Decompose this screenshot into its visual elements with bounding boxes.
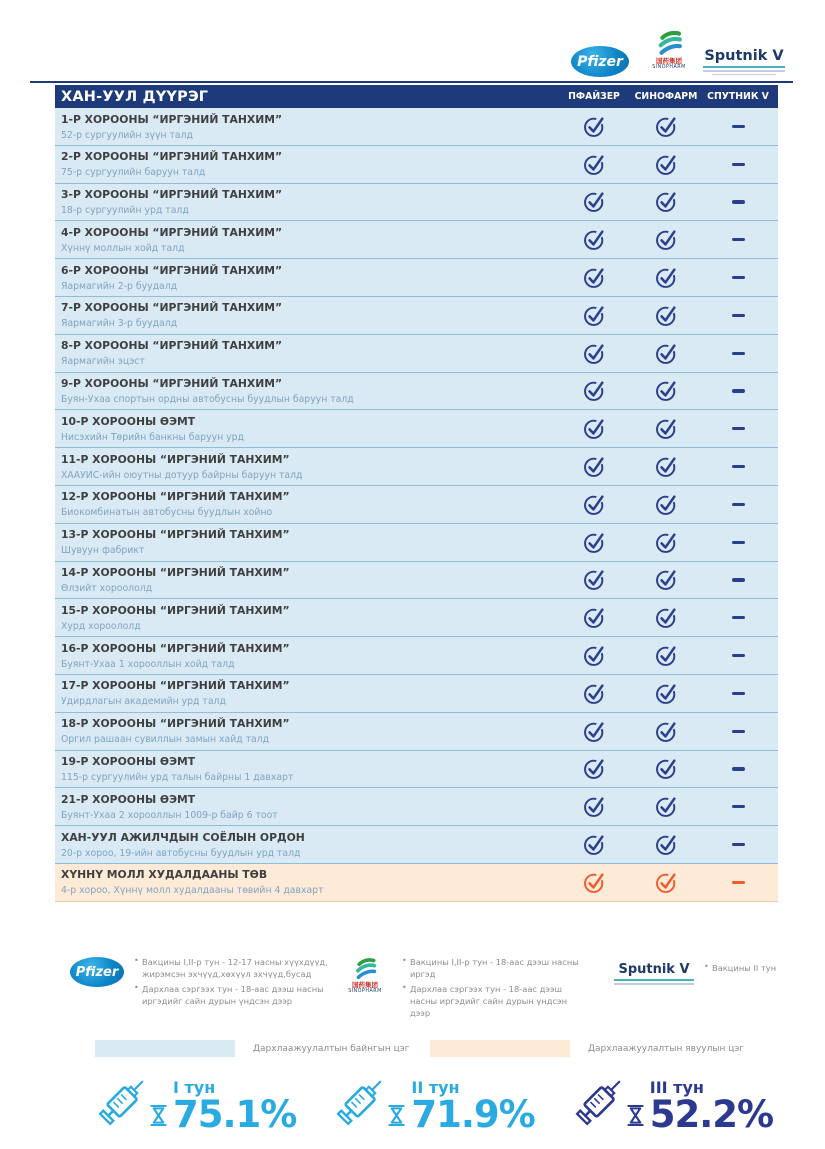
check-icon	[583, 493, 606, 516]
location-title: 9-Р ХОРООНЫ “ИРГЭНИЙ ТАНХИМ”	[61, 377, 283, 391]
check-icon	[583, 342, 606, 365]
location-subtitle: Яармагийн 3-р буудалд	[61, 318, 178, 330]
sputnik-cell	[702, 297, 774, 334]
syringe-icon	[569, 1068, 633, 1132]
check-icon	[655, 795, 678, 818]
sinopharm-cell	[630, 751, 702, 788]
location-title: 3-Р ХОРООНЫ “ИРГЭНИЙ ТАНХИМ”	[61, 188, 283, 202]
dash-icon	[732, 427, 745, 430]
table-row	[55, 221, 778, 259]
sputnik-cell	[702, 410, 774, 447]
sinopharm-cell	[630, 788, 702, 825]
location-title: 8-Р ХОРООНЫ “ИРГЭНИЙ ТАНХИМ”	[61, 339, 283, 353]
location-subtitle: Биокомбинатын автобусны буудлын хойно	[61, 507, 273, 519]
table-row	[55, 788, 778, 826]
pfizer-cell	[558, 713, 630, 750]
check-icon	[583, 531, 606, 554]
location-subtitle: Буянт-Ухаа 2 хорооллын 1009-р байр 6 тоот	[61, 809, 278, 821]
location	[55, 448, 558, 485]
check-icon	[655, 682, 678, 705]
location	[55, 184, 558, 221]
check-icon	[583, 153, 606, 176]
sinopharm-cell	[630, 335, 702, 372]
sputnik-tagline-line	[703, 70, 785, 72]
table-row	[55, 184, 778, 222]
sputnik-cell	[702, 108, 774, 145]
pfizer-cell	[558, 637, 630, 674]
table-row	[55, 486, 778, 524]
table-row	[55, 751, 778, 789]
table-row	[55, 373, 778, 411]
sputnik-logo	[703, 48, 785, 75]
table-row	[55, 335, 778, 373]
sputnik-cell	[702, 184, 774, 221]
check-icon	[583, 606, 606, 629]
location	[55, 562, 558, 599]
dash-icon	[732, 654, 745, 657]
table-row	[55, 637, 778, 675]
table-row	[55, 410, 778, 448]
pfizer-logo-footer	[70, 957, 124, 987]
check-icon	[655, 379, 678, 402]
footnote-item: • Вакцины II тун	[704, 962, 804, 974]
sinopharm-logo-cn: 国药集团	[656, 57, 682, 65]
location-title: 4-Р ХОРООНЫ “ИРГЭНИЙ ТАНХИМ”	[61, 225, 283, 239]
legend-swatch-permanent	[95, 1040, 235, 1057]
sinopharm-cell	[630, 448, 702, 485]
check-icon	[655, 568, 678, 591]
column-header-sputnik: СПУТНИК V	[707, 91, 769, 102]
sputnik-logo-footer	[614, 962, 694, 985]
check-icon	[655, 417, 678, 440]
sputnik-cell	[702, 221, 774, 258]
legend-label-mobile: Дархлаажуулалтын явуулын цэг	[588, 1044, 745, 1054]
table-row	[55, 259, 778, 297]
check-icon	[655, 342, 678, 365]
sinopharm-cell	[630, 562, 702, 599]
sinopharm-cell	[630, 713, 702, 750]
sinopharm-logo-cn: 国药集团	[352, 981, 378, 989]
pfizer-cell	[558, 486, 630, 523]
table-header	[55, 85, 778, 108]
pfizer-cell	[558, 524, 630, 561]
pfizer-cell	[558, 788, 630, 825]
sinopharm-cell	[630, 373, 702, 410]
check-icon	[655, 115, 678, 138]
dash-icon	[732, 163, 745, 166]
check-icon	[655, 266, 678, 289]
pfizer-logo-text: Pfizer	[75, 964, 119, 980]
pfizer-cell	[558, 751, 630, 788]
check-icon	[655, 304, 678, 327]
sputnik-cell	[702, 713, 774, 750]
dash-icon	[732, 616, 745, 619]
dose-stat-3	[569, 1068, 774, 1137]
location	[55, 146, 558, 183]
pfizer-cell	[558, 259, 630, 296]
sinopharm-logo	[645, 31, 693, 71]
dash-icon	[732, 503, 745, 506]
dash-icon	[732, 578, 745, 581]
sputnik-cell	[702, 637, 774, 674]
check-icon	[655, 606, 678, 629]
column-header-pfizer: ПФАЙЗЕР	[568, 91, 620, 102]
location-subtitle: Шувуун фабрикт	[61, 545, 145, 557]
sputnik-underline	[614, 979, 694, 981]
table-row	[55, 524, 778, 562]
sputnik-cell	[702, 675, 774, 712]
sputnik-underline	[703, 66, 785, 68]
dash-icon	[732, 200, 745, 203]
check-icon	[655, 493, 678, 516]
sputnik-cell	[702, 788, 774, 825]
location	[55, 221, 558, 258]
sinopharm-cell	[630, 524, 702, 561]
location-subtitle: Удирдлагын академийн урд талд	[61, 696, 226, 708]
check-icon	[583, 720, 606, 743]
location-subtitle: Буянт-Ухаа 1 хорооллын хойд талд	[61, 658, 235, 670]
location-title: 2-Р ХОРООНЫ “ИРГЭНИЙ ТАНХИМ”	[61, 150, 283, 164]
legend-label-permanent: Дархлаажуулалтын байнгын цэг	[253, 1044, 410, 1054]
dash-icon	[732, 843, 745, 846]
district-title: ХАН-УУЛ ДҮҮРЭГ	[61, 88, 209, 105]
dash-icon	[732, 465, 745, 468]
check-icon	[583, 795, 606, 818]
dose-label: II тун	[411, 1078, 460, 1098]
location-subtitle: Хүннү моллын хойд талд	[61, 242, 185, 254]
sinopharm-logo-en: SINOPHARM	[652, 65, 686, 71]
location	[55, 864, 558, 901]
location-title: 17-Р ХОРООНЫ “ИРГЭНИЙ ТАНХИМ”	[61, 679, 290, 693]
location	[55, 335, 558, 372]
sputnik-cell	[702, 524, 774, 561]
check-icon	[583, 190, 606, 213]
table-row	[55, 713, 778, 751]
dose-stat-2	[330, 1068, 535, 1137]
location-title: ХАН-УУЛ АЖИЛЧДЫН СОЁЛЫН ОРДОН	[61, 830, 305, 844]
location-subtitle: Хурд хороололд	[61, 620, 141, 632]
location-subtitle: 18-р сургуулийн урд талд	[61, 205, 189, 217]
table-row	[55, 562, 778, 600]
location-title: 13-Р ХОРООНЫ “ИРГЭНИЙ ТАНХИМ”	[61, 528, 290, 542]
dose-percentage: 52.2%	[649, 1093, 774, 1137]
check-icon	[583, 682, 606, 705]
sputnik-cell	[702, 448, 774, 485]
check-icon	[583, 228, 606, 251]
column-header-sinopharm: СИНОФАРМ	[634, 91, 698, 102]
dose-stat-1	[92, 1068, 297, 1137]
location-title: 7-Р ХОРООНЫ “ИРГЭНИЙ ТАНХИМ”	[61, 301, 283, 315]
sputnik-cell	[702, 486, 774, 523]
sputnik-footnotes	[704, 962, 804, 977]
location-title: 15-Р ХОРООНЫ “ИРГЭНИЙ ТАНХИМ”	[61, 603, 290, 617]
legend-swatch-mobile	[430, 1040, 570, 1057]
footnote-item: • Дархлаа сэргээх тун - 18-аас дээш насны иргэдийг сайн дурын үндсэн дээр	[402, 983, 580, 1019]
check-icon	[655, 720, 678, 743]
location-subtitle: 75-р сургуулийн баруун талд	[61, 167, 206, 179]
check-icon	[655, 871, 678, 894]
table-row	[55, 826, 778, 864]
sinopharm-cell	[630, 108, 702, 145]
sinopharm-leaf-icon	[654, 31, 684, 58]
sputnik-cell	[702, 599, 774, 636]
pfizer-cell	[558, 146, 630, 183]
location-title: 6-Р ХОРООНЫ “ИРГЭНИЙ ТАНХИМ”	[61, 263, 283, 277]
sinopharm-cell	[630, 221, 702, 258]
location-subtitle: ХААУИС-ийн оюутны дотуур байрны баруун талд	[61, 469, 303, 481]
hourglass-icon	[626, 1103, 645, 1128]
sinopharm-cell	[630, 486, 702, 523]
check-icon	[655, 455, 678, 478]
sputnik-cell	[702, 146, 774, 183]
location-title: 14-Р ХОРООНЫ “ИРГЭНИЙ ТАНХИМ”	[61, 566, 290, 580]
syringe-icon	[330, 1068, 394, 1132]
location-title: 18-Р ХОРООНЫ “ИРГЭНИЙ ТАНХИМ”	[61, 717, 290, 731]
dash-icon	[732, 805, 745, 808]
sputnik-cell	[702, 864, 774, 901]
location	[55, 675, 558, 712]
location-subtitle: 115-р сургуулийн урд талын байрны 1 давхарт	[61, 772, 294, 784]
vaccination-table	[55, 85, 778, 902]
check-icon	[583, 417, 606, 440]
sinopharm-cell	[630, 637, 702, 674]
footnote-item: • Вакцины I,II-р тун - 18-аас дээш насны иргэд	[402, 956, 580, 980]
sinopharm-logo-footer	[340, 958, 390, 995]
location	[55, 826, 558, 863]
location-subtitle: Өлзийт хороололд	[61, 583, 153, 595]
dose-percentage: 71.9%	[411, 1093, 535, 1137]
location	[55, 373, 558, 410]
pfizer-cell	[558, 221, 630, 258]
sputnik-tagline-line	[712, 74, 776, 76]
check-icon	[655, 228, 678, 251]
location-title: 19-Р ХОРООНЫ ӨЭМТ	[61, 755, 196, 769]
dash-icon	[732, 730, 745, 733]
check-icon	[655, 190, 678, 213]
sinopharm-cell	[630, 297, 702, 334]
sinopharm-cell	[630, 184, 702, 221]
table-row	[55, 146, 778, 184]
dash-icon	[732, 389, 745, 392]
check-icon	[583, 266, 606, 289]
pfizer-cell	[558, 599, 630, 636]
dose-stats	[92, 1068, 774, 1137]
location	[55, 410, 558, 447]
dash-icon	[732, 767, 745, 770]
check-icon	[583, 304, 606, 327]
header-rule	[30, 81, 793, 83]
check-icon	[655, 644, 678, 667]
dash-icon	[732, 238, 745, 241]
pfizer-cell	[558, 184, 630, 221]
sinopharm-footnotes	[402, 956, 580, 1022]
sputnik-cell	[702, 826, 774, 863]
sputnik-cell	[702, 562, 774, 599]
location-subtitle: Оргил рашаан сувиллын замын хайд талд	[61, 734, 270, 746]
sinopharm-cell	[630, 826, 702, 863]
sputnik-logo-text: Sputnik V	[618, 962, 690, 977]
sinopharm-cell	[630, 410, 702, 447]
check-icon	[655, 757, 678, 780]
pfizer-cell	[558, 864, 630, 901]
pfizer-cell	[558, 826, 630, 863]
location-subtitle: 20-р хороо, 19-ийн автобусны буудлын урд талд	[61, 847, 301, 859]
table-body	[55, 108, 778, 902]
sinopharm-cell	[630, 259, 702, 296]
dash-icon	[732, 276, 745, 279]
location	[55, 637, 558, 674]
table-row	[55, 864, 778, 902]
table-row	[55, 675, 778, 713]
sputnik-cell	[702, 373, 774, 410]
pfizer-footnotes	[134, 956, 346, 1010]
location-subtitle: Нисэхийн Төрийн банкны баруун урд	[61, 431, 244, 443]
sinopharm-cell	[630, 864, 702, 901]
location-title: 16-Р ХОРООНЫ “ИРГЭНИЙ ТАНХИМ”	[61, 641, 290, 655]
check-icon	[583, 757, 606, 780]
pfizer-logo	[571, 46, 629, 77]
sinopharm-logo-en: SINOPHARM	[348, 989, 382, 995]
location-subtitle: Яармагийн 2-р буудалд	[61, 280, 178, 292]
pfizer-cell	[558, 448, 630, 485]
pfizer-cell	[558, 410, 630, 447]
sputnik-cell	[702, 259, 774, 296]
location	[55, 599, 558, 636]
location-title: 10-Р ХОРООНЫ ӨЭМТ	[61, 414, 196, 428]
location-subtitle: 4-р хороо, Хүннү молл худалдааны төвийн 4 давхарт	[61, 885, 324, 897]
sinopharm-leaf-icon	[352, 958, 378, 982]
hourglass-icon	[149, 1103, 168, 1128]
sputnik-tagline-line	[614, 983, 694, 985]
location	[55, 751, 558, 788]
pfizer-cell	[558, 373, 630, 410]
dash-icon	[732, 352, 745, 355]
check-icon	[583, 833, 606, 856]
footnote-item: • Дархлаа сэргээх тун - 18-аас дээш насны иргэдийг сайн дурын үндсэн дээр	[134, 983, 346, 1007]
check-icon	[655, 531, 678, 554]
location-title: ХҮННҮ МОЛЛ ХУДАЛДААНЫ ТӨВ	[61, 868, 268, 882]
dose-percentage: 75.1%	[173, 1093, 297, 1137]
table-row	[55, 448, 778, 486]
pfizer-cell	[558, 675, 630, 712]
dash-icon	[732, 125, 745, 128]
check-icon	[583, 871, 606, 894]
location-subtitle: Яармагийн эцэст	[61, 356, 145, 368]
syringe-icon	[92, 1068, 156, 1132]
pfizer-cell	[558, 335, 630, 372]
sinopharm-cell	[630, 675, 702, 712]
location	[55, 297, 558, 334]
check-icon	[655, 833, 678, 856]
location	[55, 788, 558, 825]
location	[55, 713, 558, 750]
footnote-item: • Вакцины I,II-р тун - 12-17 насны хүүхдүүд, жирэмсэн эхчүүд,хөхүүл эхчүүд,бусад	[134, 956, 346, 980]
sinopharm-cell	[630, 146, 702, 183]
sputnik-cell	[702, 751, 774, 788]
location	[55, 108, 558, 145]
dose-label: III тун	[649, 1078, 704, 1098]
check-icon	[583, 644, 606, 667]
location	[55, 524, 558, 561]
dash-icon	[732, 541, 745, 544]
check-icon	[583, 115, 606, 138]
dash-icon	[732, 692, 745, 695]
table-row	[55, 599, 778, 637]
location	[55, 486, 558, 523]
check-icon	[655, 153, 678, 176]
location	[55, 259, 558, 296]
location-title: 1-Р ХОРООНЫ “ИРГЭНИЙ ТАНХИМ”	[61, 112, 283, 126]
pfizer-cell	[558, 297, 630, 334]
location-title: 12-Р ХОРООНЫ “ИРГЭНИЙ ТАНХИМ”	[61, 490, 290, 504]
pfizer-cell	[558, 562, 630, 599]
location-title: 11-Р ХОРООНЫ “ИРГЭНИЙ ТАНХИМ”	[61, 452, 290, 466]
check-icon	[583, 455, 606, 478]
pfizer-logo-text: Pfizer	[577, 53, 623, 70]
table-row	[55, 108, 778, 146]
pfizer-cell	[558, 108, 630, 145]
hourglass-icon	[387, 1103, 406, 1128]
sinopharm-cell	[630, 599, 702, 636]
table-row	[55, 297, 778, 335]
dash-icon	[732, 881, 745, 884]
location-title: 21-Р ХОРООНЫ ӨЭМТ	[61, 792, 196, 806]
location-subtitle: 52-р сургуулийн зүүн талд	[61, 129, 193, 141]
check-icon	[583, 568, 606, 591]
location-subtitle: Буян-Ухаа спортын ордны автобусны буудлын баруун талд	[61, 394, 354, 406]
dash-icon	[732, 314, 745, 317]
dose-label: I тун	[173, 1078, 216, 1098]
sputnik-logo-text: Sputnik V	[704, 48, 784, 64]
sputnik-cell	[702, 335, 774, 372]
check-icon	[583, 379, 606, 402]
